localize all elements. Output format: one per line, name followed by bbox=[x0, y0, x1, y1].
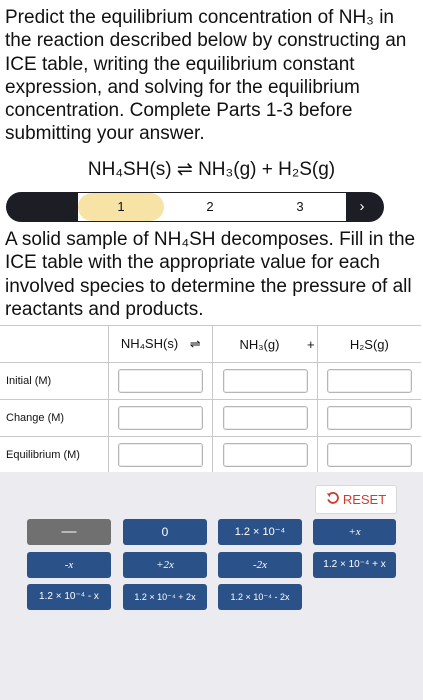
tile-blank[interactable]: — bbox=[27, 519, 111, 545]
cell-initial-nh3 bbox=[213, 363, 317, 400]
ice-header-reactant bbox=[109, 326, 213, 363]
drop-target-equilibrium-nh3[interactable] bbox=[223, 443, 308, 467]
reaction-equation: NH₄SH(s) ⇌ NH₃(g) + H₂S(g) bbox=[87, 159, 336, 180]
header-nh4sh: NH₄SH(s) bbox=[120, 336, 179, 351]
tile-plus-2x[interactable] bbox=[123, 552, 207, 578]
ice-header-product1 bbox=[213, 326, 317, 363]
part-instructions: A solid sample of NH₄SH decomposes. Fill in the ICE table with the appropriate value for each involved species to determine the pressure of all reactants and products. bbox=[5, 229, 416, 320]
drop-target-change-h2s[interactable] bbox=[327, 406, 412, 430]
row-label-initial: Initial (M) bbox=[0, 363, 109, 400]
tile-zero[interactable]: 0 bbox=[123, 519, 207, 545]
drop-target-initial-nh4sh[interactable] bbox=[118, 369, 203, 393]
ice-row-change bbox=[0, 400, 421, 437]
ice-row-equilibrium bbox=[0, 437, 421, 474]
cell-equilibrium-nh4sh bbox=[109, 437, 213, 474]
ice-table bbox=[0, 325, 421, 474]
cell-equilibrium-h2s bbox=[317, 437, 421, 474]
ice-row-initial bbox=[0, 363, 421, 400]
drop-target-change-nh3[interactable] bbox=[223, 406, 308, 430]
plus-sign: + bbox=[307, 336, 315, 352]
tile-c-minus-2x[interactable]: 1.2 × 10⁻⁴ - 2x bbox=[218, 584, 302, 610]
drop-target-equilibrium-nh4sh[interactable] bbox=[118, 443, 203, 467]
equilibrium-arrow: ⇌ bbox=[189, 336, 201, 351]
step-1[interactable]: 1 bbox=[117, 199, 125, 214]
tile-c1[interactable]: 1.2 × 10⁻⁴ bbox=[218, 519, 302, 545]
cell-change-nh3 bbox=[213, 400, 317, 437]
tile-c-plus-2x[interactable]: 1.2 × 10⁻⁴ + 2x bbox=[123, 584, 207, 610]
cell-equilibrium-nh3 bbox=[213, 437, 317, 474]
question-prompt: Predict the equilibrium concentration of NH₃ in the reaction described below by constructing an ICE table, writing the equilibrium constant expression, and solving for the equilibrium concentration. Complete Parts 1-3 before submitting your answer. bbox=[5, 7, 407, 145]
cell-initial-nh4sh bbox=[109, 363, 213, 400]
tile-plus-x[interactable] bbox=[313, 519, 396, 545]
tile-minus-2x-label: -2x bbox=[252, 559, 268, 571]
ice-header-row bbox=[0, 326, 421, 363]
cell-change-h2s bbox=[317, 400, 421, 437]
tile-minus-x[interactable] bbox=[27, 552, 111, 578]
undo-icon bbox=[326, 487, 340, 514]
tile-minus-2x[interactable] bbox=[218, 552, 302, 578]
drop-target-initial-nh3[interactable] bbox=[223, 369, 308, 393]
cell-change-nh4sh bbox=[109, 400, 213, 437]
row-label-change: Change (M) bbox=[0, 400, 109, 437]
reset-button[interactable] bbox=[315, 485, 397, 514]
row-label-equilibrium: Equilibrium (M) bbox=[0, 437, 109, 474]
tile-c-plus-x[interactable]: 1.2 × 10⁻⁴ + x bbox=[313, 552, 396, 578]
cell-initial-h2s bbox=[317, 363, 421, 400]
drop-target-equilibrium-h2s[interactable] bbox=[327, 443, 412, 467]
step-2[interactable]: 2 bbox=[206, 199, 214, 214]
drop-target-initial-h2s[interactable] bbox=[327, 369, 412, 393]
tile-c-minus-x[interactable]: 1.2 × 10⁻⁴ - x bbox=[27, 584, 111, 610]
step-3[interactable]: 3 bbox=[296, 199, 304, 214]
header-nh3: NH₃(g) bbox=[239, 336, 280, 352]
chevron-right-icon[interactable]: › bbox=[359, 198, 365, 215]
tile-plus-x-label: +x bbox=[348, 526, 361, 538]
ice-header-product2: H₂S(g) bbox=[317, 326, 421, 363]
tile-minus-x-label: -x bbox=[64, 559, 74, 571]
ice-header-blank bbox=[0, 326, 109, 363]
reset-label: RESET bbox=[342, 492, 387, 507]
drop-target-change-nh4sh[interactable] bbox=[118, 406, 203, 430]
tile-plus-2x-label: +2x bbox=[156, 559, 174, 571]
